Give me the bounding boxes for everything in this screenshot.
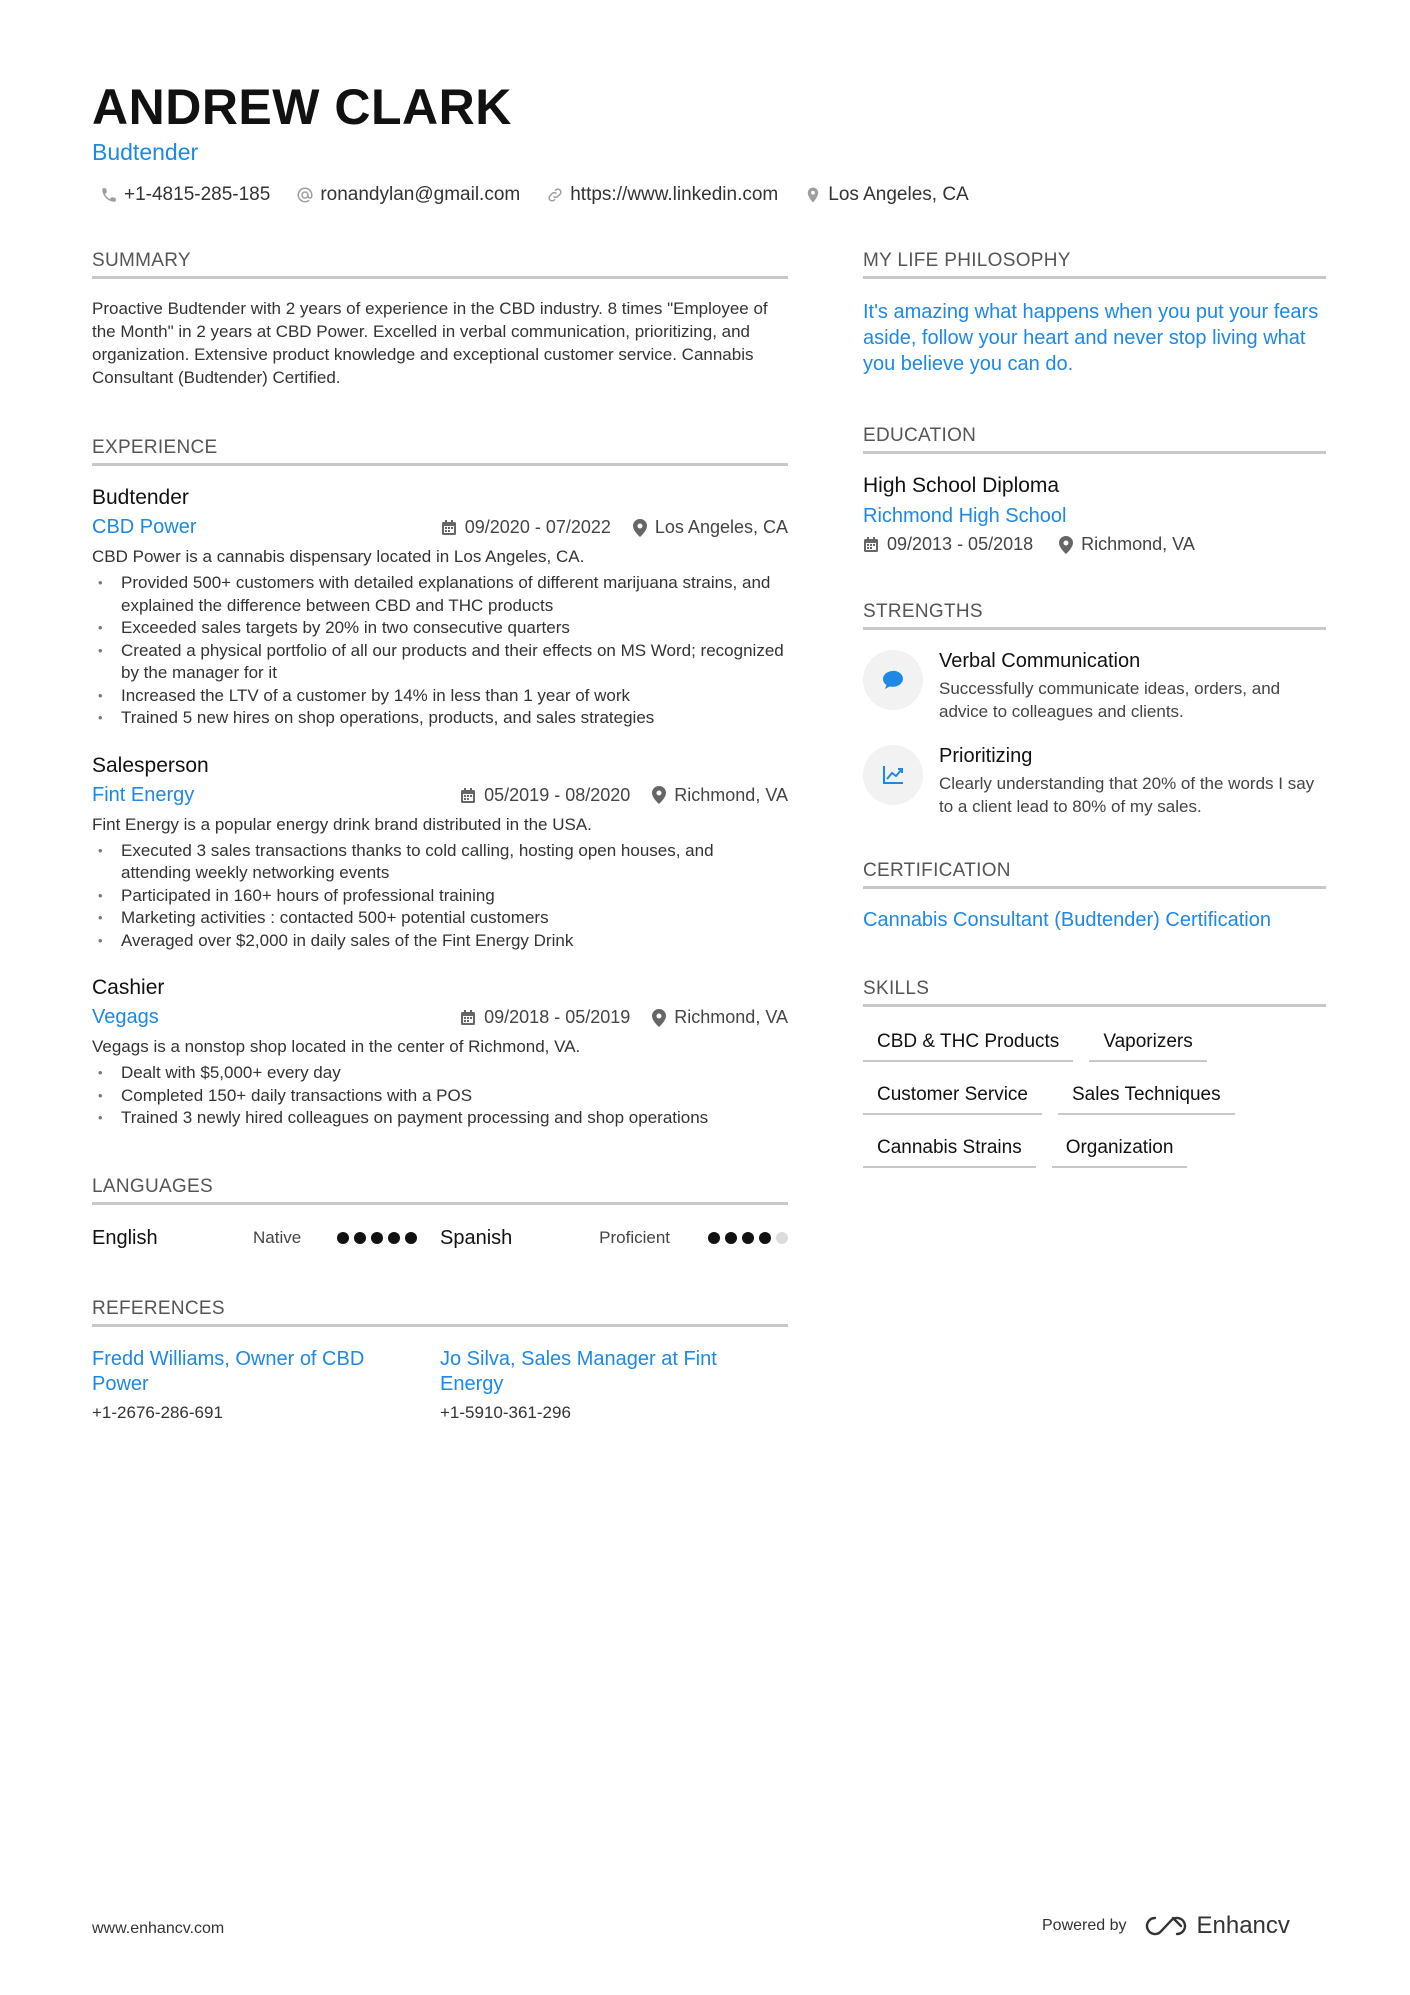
strengths-heading: STRENGTHS	[863, 601, 1326, 630]
left-column	[92, 250, 788, 1423]
languages-section	[92, 1176, 788, 1250]
job-title: Salesperson	[92, 753, 209, 777]
job-entry	[92, 486, 788, 730]
location-pin-icon	[804, 186, 822, 204]
strength-item	[863, 650, 1326, 723]
experience-section	[92, 437, 788, 1130]
rating-dot-empty	[776, 1232, 788, 1244]
references-heading: REFERENCES	[92, 1298, 788, 1327]
job-company: Fint Energy	[92, 783, 195, 806]
location-pin-icon	[633, 519, 647, 537]
references-section	[92, 1298, 788, 1423]
job-bullet: • Averaged over $2,000 in daily sales of the Fint Energy Drink	[92, 930, 788, 953]
speech-bubble-icon	[863, 650, 923, 710]
job-title: Cashier	[92, 976, 165, 999]
contact-email[interactable]	[296, 184, 520, 206]
education-degree: High School Diploma	[863, 474, 1060, 497]
link-icon	[546, 186, 564, 204]
job-dates-text: 09/2020 - 07/2022	[464, 517, 611, 537]
at-icon	[296, 186, 314, 204]
job-location	[652, 785, 788, 806]
language-item	[440, 1227, 788, 1250]
skill-tag: CBD & THC Products	[863, 1027, 1073, 1062]
job-meta-row	[92, 516, 788, 539]
calendar-icon	[460, 1009, 476, 1026]
job-bullet: • Trained 3 newly hired colleagues on payment processing and shop operations	[92, 1107, 788, 1130]
job-description: Fint Energy is a popular energy drink brand distributed in the USA.	[92, 814, 592, 834]
rating-dot-filled	[725, 1232, 737, 1244]
candidate-name: ANDREW CLARK	[92, 79, 512, 135]
education-school: Richmond High School	[863, 505, 1067, 527]
job-dates	[460, 785, 630, 806]
calendar-icon	[863, 536, 879, 553]
job-description: Vegags is a nonstop shop located in the center of Richmond, VA.	[92, 1037, 581, 1056]
summary-text: Proactive Budtender with 2 years of experience in the CBD industry. 8 times "Employee of the Month" in 2 years at CBD Power. Excelled in verbal communication, prioritizing, and organization. Extensive product knowledge and exceptional customer service. Cannabis Consultant (Budtender) Certified.	[92, 299, 768, 387]
footer-branding	[1042, 1912, 1290, 1940]
job-description: CBD Power is a cannabis dispensary located in Los Angeles, CA.	[92, 547, 585, 566]
brand-logo[interactable]	[1143, 1912, 1290, 1940]
certification-section	[863, 860, 1326, 932]
education-dates-text: 09/2013 - 05/2018	[887, 534, 1034, 554]
language-name: English	[92, 1226, 158, 1249]
summary-heading: SUMMARY	[92, 250, 788, 279]
rating-dot-filled	[337, 1232, 349, 1244]
languages-heading: LANGUAGES	[92, 1176, 788, 1205]
skill-tag: Cannabis Strains	[863, 1133, 1036, 1168]
skills-section	[863, 978, 1326, 1168]
job-entry	[92, 976, 788, 1130]
job-company: CBD Power	[92, 516, 197, 538]
language-rating	[337, 1232, 417, 1244]
job-bullet: • Dealt with $5,000+ every day	[92, 1062, 788, 1085]
contact-bar	[100, 184, 969, 206]
education-dates	[863, 534, 1033, 555]
job-meta	[441, 517, 788, 538]
rating-dot-filled	[371, 1232, 383, 1244]
candidate-role: Budtender	[92, 139, 199, 165]
enhancv-logo-icon	[1143, 1914, 1189, 1938]
skill-tag: Organization	[1052, 1133, 1188, 1168]
reference-item	[92, 1347, 440, 1423]
certification-heading: CERTIFICATION	[863, 860, 1326, 889]
job-bullet: • Exceeded sales targets by 20% in two consecutive quarters	[92, 617, 788, 640]
right-column	[863, 250, 1326, 1168]
reference-phone: +1-5910-361-296	[440, 1402, 571, 1422]
job-bullet: • Executed 3 sales transactions thanks to cold calling, hosting open houses, and attending weekly networking events	[92, 840, 788, 885]
job-location-text: Richmond, VA	[674, 1007, 788, 1027]
strength-item	[863, 745, 1326, 818]
phone-text: +1-4815-285-185	[124, 184, 271, 205]
education-heading: EDUCATION	[863, 425, 1326, 454]
strength-description: Successfully communicate ideas, orders, and advice to colleagues and clients.	[939, 679, 1281, 721]
job-location	[652, 1007, 788, 1028]
job-bullets	[92, 1062, 788, 1130]
location-pin-icon	[1059, 536, 1073, 554]
summary-section	[92, 250, 788, 389]
philosophy-text: It's amazing what happens when you put your fears aside, follow your heart and never stop living what you believe you can do.	[863, 301, 1319, 375]
job-meta-row	[92, 784, 788, 807]
experience-heading: EXPERIENCE	[92, 437, 788, 466]
job-dates-text: 09/2018 - 05/2019	[484, 1007, 631, 1027]
job-location-text: Los Angeles, CA	[654, 517, 788, 537]
job-bullets	[92, 572, 788, 730]
job-meta	[460, 1007, 788, 1028]
language-name: Spanish	[440, 1226, 513, 1249]
calendar-icon	[441, 519, 457, 536]
calendar-icon	[460, 787, 476, 804]
job-location-text: Richmond, VA	[674, 784, 788, 805]
rating-dot-filled	[354, 1232, 366, 1244]
language-item	[92, 1227, 440, 1250]
rating-dot-filled	[742, 1232, 754, 1244]
education-location	[1059, 534, 1195, 555]
skills-list	[863, 1027, 1326, 1168]
education-section	[863, 425, 1326, 555]
skill-tag: Customer Service	[863, 1080, 1042, 1115]
education-location-text: Richmond, VA	[1081, 534, 1195, 554]
languages-row	[92, 1227, 788, 1250]
language-level: Proficient	[599, 1228, 671, 1247]
language-level: Native	[253, 1228, 302, 1247]
job-dates-text: 05/2019 - 08/2020	[484, 784, 631, 805]
job-bullet: • Marketing activities : contacted 500+ potential customers	[92, 907, 788, 930]
job-dates	[460, 1007, 630, 1028]
contact-phone	[100, 184, 270, 206]
strength-description: Clearly understanding that 20% of the words I say to a client lead to 80% of my sales.	[939, 774, 1315, 816]
job-location	[633, 517, 788, 538]
email-text[interactable]: ronandylan@gmail.com	[320, 184, 521, 205]
powered-by-text: Powered by	[1042, 1917, 1127, 1934]
strength-title: Prioritizing	[939, 745, 1033, 767]
location-pin-icon	[652, 1009, 666, 1027]
rating-dot-filled	[405, 1232, 417, 1244]
job-company: Vegags	[92, 1006, 159, 1028]
job-entry	[92, 754, 788, 953]
brand-name: Enhancv	[1196, 1912, 1290, 1939]
job-bullet: • Created a physical portfolio of all our products and their effects on MS Word; recognized by the manager for it	[92, 640, 788, 685]
job-bullet: • Increased the LTV of a customer by 14% in less than 1 year of work	[92, 685, 788, 708]
strengths-section	[863, 601, 1326, 818]
education-meta	[863, 534, 1326, 555]
job-title: Budtender	[92, 486, 189, 509]
rating-dot-filled	[388, 1232, 400, 1244]
footer-website[interactable]: www.enhancv.com	[92, 1920, 225, 1937]
skill-tag: Vaporizers	[1089, 1027, 1206, 1062]
language-rating	[708, 1232, 788, 1244]
job-meta-row	[92, 1006, 788, 1029]
philosophy-heading: MY LIFE PHILOSOPHY	[863, 250, 1326, 279]
strength-body	[939, 650, 1326, 723]
contact-linkedin[interactable]	[546, 184, 778, 206]
reference-name: Jo Silva, Sales Manager at Fint Energy	[440, 1347, 717, 1395]
trend-chart-icon	[863, 745, 923, 805]
reference-item	[440, 1347, 788, 1423]
certification-item: Cannabis Consultant (Budtender) Certification	[863, 909, 1271, 931]
strength-body	[939, 745, 1326, 818]
skills-heading: SKILLS	[863, 978, 1326, 1007]
linkedin-text[interactable]: https://www.linkedin.com	[570, 184, 779, 205]
reference-phone: +1-2676-286-691	[92, 1402, 223, 1422]
location-text: Los Angeles, CA	[828, 184, 969, 205]
skill-tag: Sales Techniques	[1058, 1080, 1235, 1115]
job-dates	[441, 517, 611, 538]
references-list	[92, 1347, 788, 1423]
contact-location	[804, 184, 968, 206]
phone-icon	[100, 186, 118, 204]
strength-title: Verbal Communication	[939, 650, 1141, 672]
job-bullet: • Completed 150+ daily transactions with a POS	[92, 1085, 788, 1108]
job-bullets	[92, 840, 788, 953]
job-bullet: • Participated in 160+ hours of professional training	[92, 885, 788, 908]
reference-name: Fredd Williams, Owner of CBD Power	[92, 1347, 365, 1395]
philosophy-section	[863, 250, 1326, 377]
rating-dot-filled	[759, 1232, 771, 1244]
job-meta	[460, 785, 788, 806]
job-bullet: • Provided 500+ customers with detailed explanations of different marijuana strains, and explained the difference between CBD and THC products	[92, 572, 788, 617]
location-pin-icon	[652, 786, 666, 804]
job-bullet: • Trained 5 new hires on shop operations, products, and sales strategies	[92, 707, 788, 730]
rating-dot-filled	[708, 1232, 720, 1244]
